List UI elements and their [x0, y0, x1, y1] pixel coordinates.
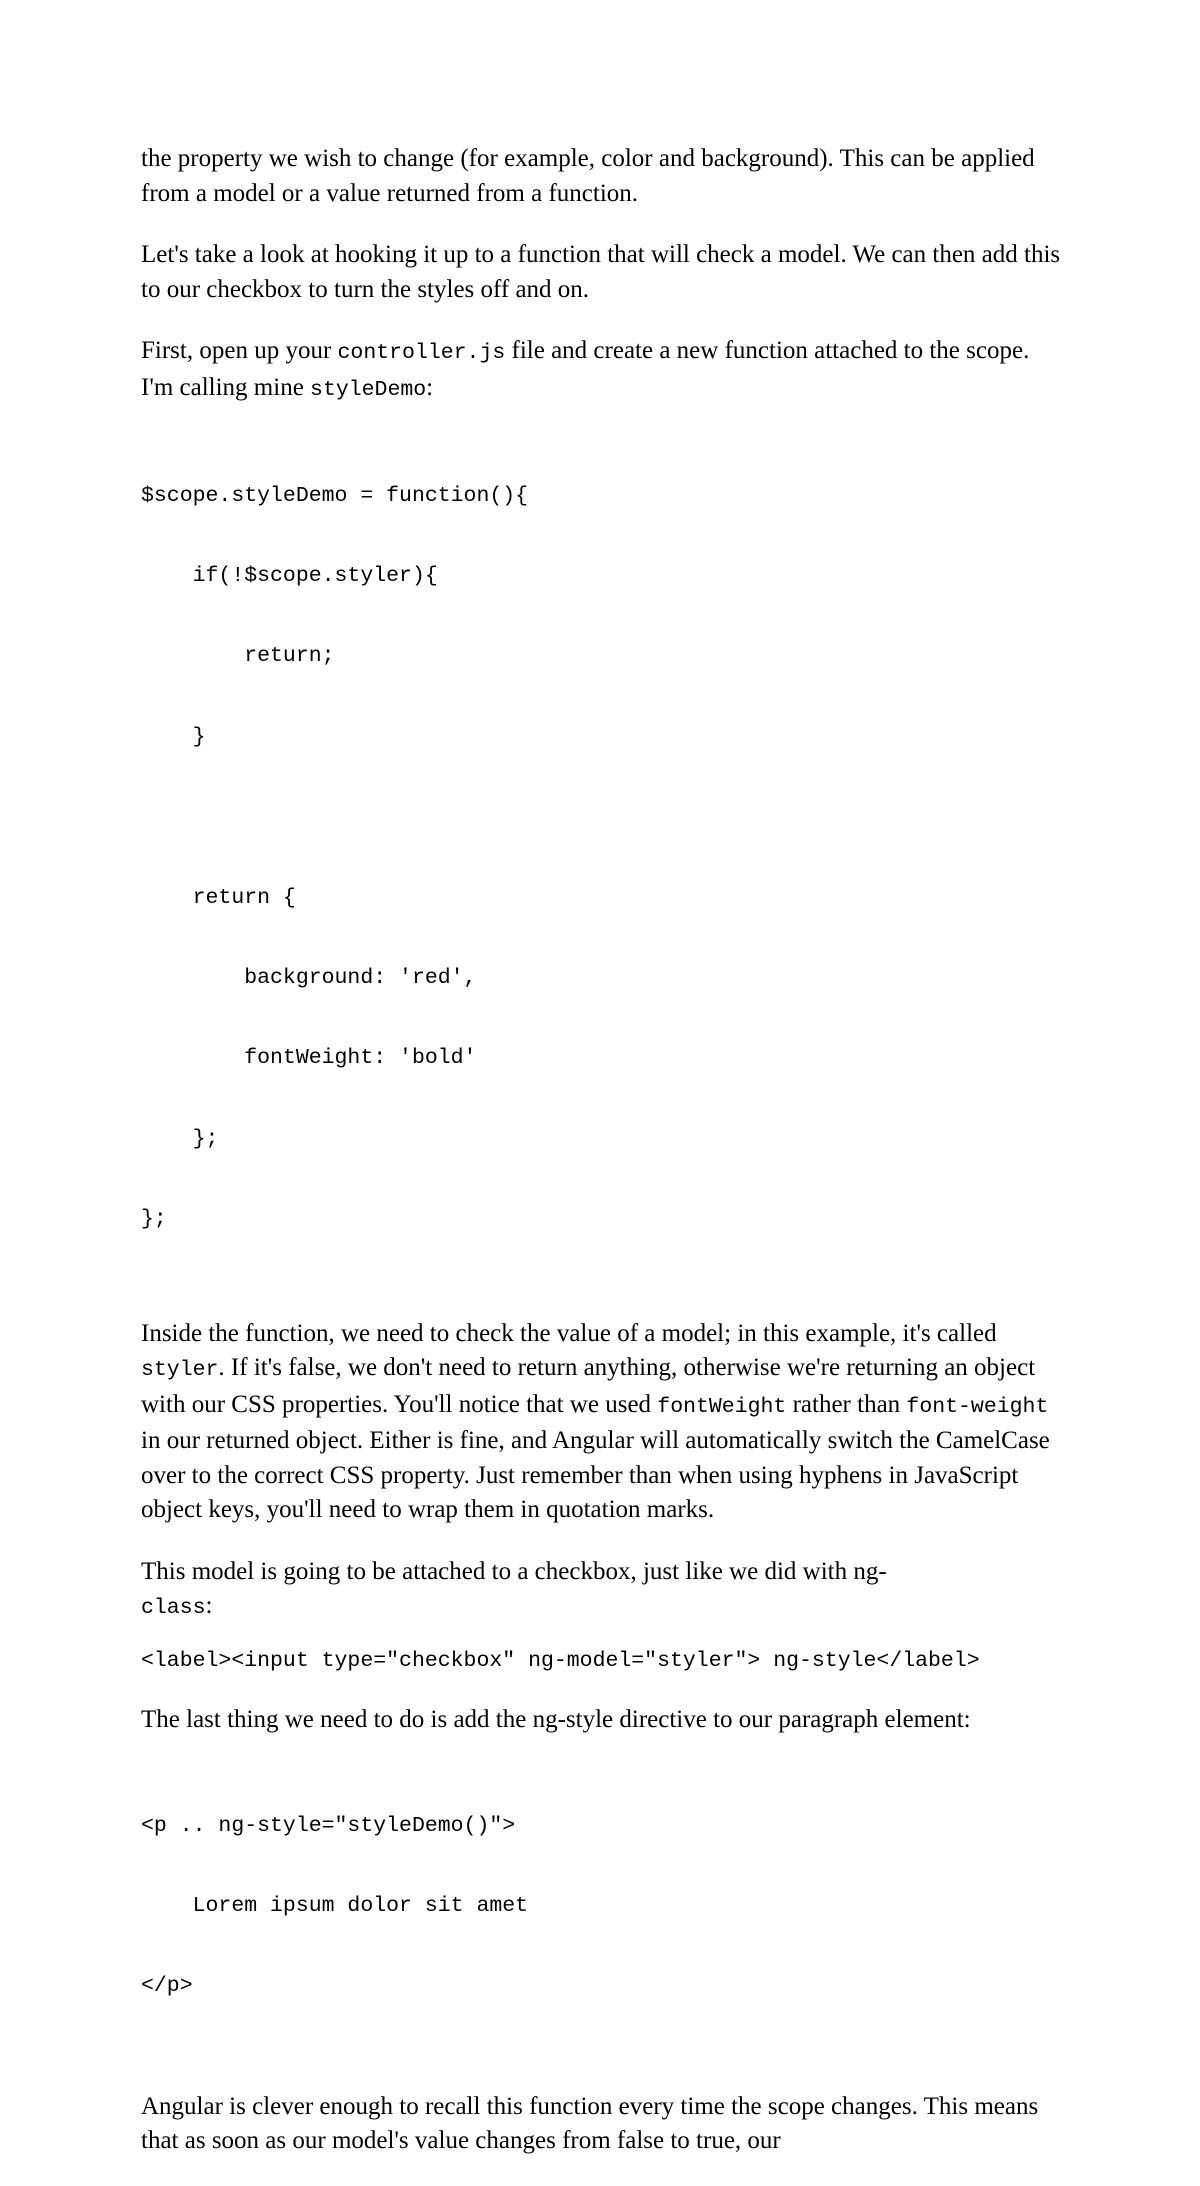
- code-line: return {: [141, 885, 296, 910]
- code-line: return;: [141, 644, 335, 669]
- paragraph-hooking: Let's take a look at hooking it up to a function that will check a model. We can then add this to our checkbox to turn the styles off and on.: [141, 241, 1061, 303]
- paragraph-intro: the property we wish to change (for example, color and background). This can be applied from a model or a value returned from a function.: [141, 145, 1035, 207]
- paragraph-inside-function: [141, 1317, 1061, 1528]
- text-segment: This model is going to be attached to a checkbox, just like we did with ng-: [141, 1557, 887, 1585]
- code-line: background: 'red',: [141, 965, 477, 990]
- code-line: }: [141, 724, 206, 749]
- inline-code-styler: styler: [141, 1358, 219, 1382]
- code-line: };: [141, 1126, 219, 1151]
- code-line: if(!$scope.styler){: [141, 563, 438, 588]
- inline-code-fontweight: fontWeight: [657, 1394, 787, 1419]
- code-line: fontWeight: 'bold': [141, 1046, 477, 1071]
- code-line: <p .. ng-style="styleDemo()">: [141, 1813, 516, 1838]
- paragraph-angular-clever: Angular is clever enough to recall this function every time the scope changes. This means that as soon as our model's value changes from false to true, our: [141, 2092, 1039, 2155]
- inline-code-font-weight: font-weight: [906, 1394, 1049, 1419]
- text-segment: :: [426, 373, 434, 401]
- code-line: Lorem ipsum dolor sit amet: [141, 1893, 529, 1918]
- text-segment: :: [205, 1592, 213, 1619]
- text-segment: in our returned object. Either is fine, and Angular will automatically switch the CamelCase over to the correct CSS property. Just remember than when using hyphens in JavaScript object keys, you'll need to wrap them in quotation marks.: [141, 1427, 1050, 1523]
- paragraph-last-thing: The last thing we need to do is add the ng-style directive to our paragraph element:: [141, 1705, 971, 1733]
- code-block-style-demo: [141, 429, 1061, 1287]
- text-segment: Inside the function, we need to check the value of a model; in this example, it's called: [141, 1319, 997, 1347]
- text-segment: . If it's false, we don't need to return anything, otherwise we're returning an object with our CSS properties. You'll notice that we used: [141, 1354, 1036, 1418]
- inline-code-class: class: [141, 1596, 206, 1620]
- text-segment: file and create a new function attached to the scope. I'm calling mine: [141, 337, 1030, 401]
- document-page: [141, 142, 1061, 2186]
- code-line: </p>: [141, 1974, 193, 1999]
- code-line: };: [141, 1207, 167, 1232]
- inline-code-controller-js: controller.js: [337, 341, 506, 365]
- text-segment: rather than: [786, 1390, 907, 1418]
- code-line: [141, 804, 1061, 831]
- code-line: $scope.styleDemo = function(){: [141, 483, 529, 508]
- code-block-paragraph-markup: [141, 1759, 1061, 2054]
- paragraph-first-open: [141, 334, 1061, 407]
- paragraph-checkbox-model: [141, 1555, 1061, 1626]
- text-segment: First, open up your: [141, 337, 338, 364]
- code-line-label-input: <label><input type="checkbox" ng-model="styler"> ng-style</label>: [141, 1648, 980, 1673]
- inline-code-styledemo: styleDemo: [310, 377, 427, 402]
